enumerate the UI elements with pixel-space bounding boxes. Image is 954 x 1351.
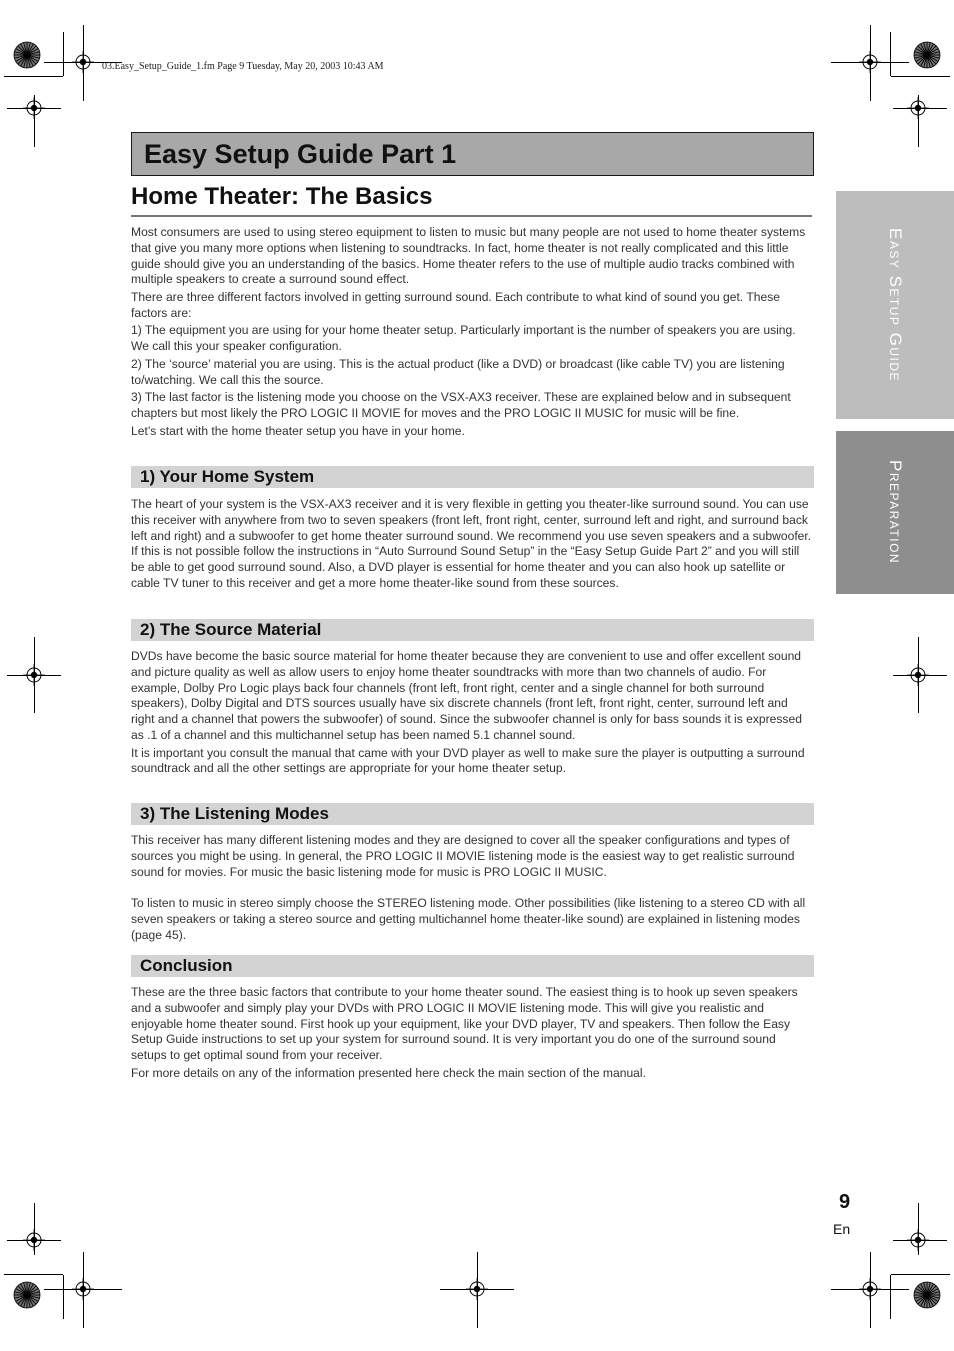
- intro-paragraph: Most consumers are used to using stereo equipment to listen to music but many people are not used to home theater systems that give you many more options when listening to soundtracks. In fact, home theater is not really complicated and this little guide should give you an understanding of the basics. Home theater refers to the use of multiple audio tracks combined with multiple speakers to create a surround sound effect.: [131, 225, 806, 287]
- crop-line: [890, 1275, 891, 1319]
- intro-text: [131, 225, 812, 441]
- crop-line: [893, 1240, 947, 1241]
- crop-line: [893, 675, 947, 676]
- crop-line: [918, 1203, 919, 1255]
- starburst-mark-icon: [13, 41, 41, 69]
- intro-paragraph: 1) The equipment you are using for your home theater setup. Particularly important is the number of speakers you are using. We call this your speaker configuration.: [131, 323, 796, 354]
- crop-line: [891, 1274, 950, 1275]
- section-heading-source-material: [131, 619, 814, 641]
- crop-line: [34, 637, 35, 713]
- intro-paragraph: There are three different factors involved in getting surround sound. Each contribute to what kind of sound you get. These factors are:: [131, 289, 780, 320]
- section-paragraph: DVDs have become the basic source material for home theater because they are convenient to use and offer excellent sound and picture quality as well as allow users to enjoy home theater soundtracks with more than two channels of audio. For example, Dolby Pro Logic plays back four channels (front left, front right, center and a single channel for both surround speakers), Dolby Digital and DTS sources usually have six discrete channels (front left, front right, center, surround left and right and a channel that powers the subwoofer) of sound. Since the subwoofer channel is only for bass sounds it is expressed as .1 of a channel and this multichannel setup has been named 5.1 channel sound.: [131, 649, 802, 742]
- section-heading-listening-modes: [131, 803, 814, 825]
- crop-line: [893, 108, 947, 109]
- side-tab-easy-setup-guide: [836, 191, 954, 419]
- section-heading-text: Conclusion: [140, 956, 233, 975]
- section-body-conclusion: [131, 985, 812, 1083]
- section-body-source-material: [131, 649, 812, 779]
- side-tab-label: Preparation: [886, 460, 905, 565]
- crop-line: [4, 1274, 63, 1275]
- section-title: Home Theater: The Basics: [131, 183, 812, 217]
- section-paragraph: To listen to music in stereo simply choose the STEREO listening mode. Other possibilities (like listening to a stereo CD with all seven speakers or taking a stereo source and getting multichannel home theater-like sound) are explained in listening modes (page 45).: [131, 896, 806, 942]
- crop-line: [918, 95, 919, 147]
- file-header: 03.Easy_Setup_Guide_1.fm Page 9 Tuesday, May 20, 2003 10:43 AM: [102, 61, 384, 72]
- starburst-mark-icon: [913, 1281, 941, 1309]
- crop-line: [891, 76, 950, 77]
- crop-line: [34, 95, 35, 147]
- intro-paragraph: Let’s start with the home theater setup you have in your home.: [131, 423, 465, 438]
- language-code: En: [833, 1221, 851, 1237]
- side-tab-label: Easy Setup Guide: [886, 227, 905, 383]
- section-heading-conclusion: [131, 955, 814, 977]
- section-paragraph: It is important you consult the manual that came with your DVD player as well to make sure the player is outputting a surround soundtrack and all the other settings are appropriate for your home theater setup.: [131, 745, 805, 776]
- section-body-listening-modes: [131, 833, 812, 946]
- starburst-mark-icon: [913, 41, 941, 69]
- crop-line: [7, 108, 61, 109]
- crop-line: [477, 1252, 478, 1328]
- crop-line: [870, 1252, 871, 1328]
- crop-line: [4, 76, 63, 77]
- section-paragraph: The heart of your system is the VSX-AX3 receiver and it is very flexible in getting you theater-like surround sound. You can use this receiver with anywhere from two to seven speakers (front left, front right, center, surround left and right, and surround back left and right) and a subwoofer to get home theater surround sound. We recommend you use seven speakers and a subwoofer. If this is not possible follow the instructions in “Auto Surround Sound Setup” in the “Easy Setup Guide Part 2” and you will still be able to get good surround sound. Also, a DVD player is essential for home theater and you can also hook up satellite or cable TV tuner to this receiver and get a more home theater-like sound from these sources.: [131, 497, 812, 590]
- part-title-banner: [131, 132, 814, 176]
- intro-paragraph: 2) The ‘source’ material you are using. This is the actual product (like a DVD) or broadcast (like cable TV) you are listening to/watching. We call this the source.: [131, 356, 785, 387]
- section-heading-text: 3) The Listening Modes: [140, 804, 329, 823]
- side-tab-preparation: [836, 431, 954, 594]
- section-heading-text: 2) The Source Material: [140, 620, 322, 639]
- crop-line: [83, 1252, 84, 1328]
- section-paragraph: For more details on any of the information presented here check the main section of the manual.: [131, 1065, 646, 1080]
- crop-line: [890, 32, 891, 76]
- section-body-your-home-system: [131, 497, 812, 594]
- section-heading-your-home-system: [131, 466, 814, 488]
- starburst-mark-icon: [13, 1281, 41, 1309]
- section-heading-text: 1) Your Home System: [140, 467, 315, 486]
- part-title: Easy Setup Guide Part 1: [144, 139, 457, 169]
- crop-line: [870, 25, 871, 101]
- crop-line: [83, 25, 84, 101]
- section-paragraph: This receiver has many different listening modes and they are designed to cover all the speaker configurations and types of sources you might be using. In general, the PRO LOGIC II MOVIE listening mode is the easiest way to get realistic surround sound for movies. For music the basic listening mode for music is PRO LOGIC II MUSIC.: [131, 833, 795, 879]
- crop-line: [34, 1203, 35, 1255]
- page-number: 9: [839, 1191, 851, 1213]
- intro-paragraph: 3) The last factor is the listening mode you choose on the VSX-AX3 receiver. These are explained below and in subsequent chapters but most likely the PRO LOGIC II MOVIE for moves and the PRO LOGIC II MUSIC for music will be fine.: [131, 390, 791, 420]
- crop-line: [918, 637, 919, 713]
- crop-line: [63, 1275, 64, 1319]
- crop-line: [7, 1240, 61, 1241]
- crop-line: [63, 32, 64, 76]
- section-paragraph: These are the three basic factors that contribute to your home theater sound. The easiest thing is to hook up seven speakers and a subwoofer and simply play your DVDs with PRO LOGIC II MOVIE listening mode. This will give you realistic and enjoyable home theater sound. First hook up your equipment, like your DVD player, TV and speakers. Then follow the Easy Setup Guide instructions to set up your system for surround sound. It is very important you do one of the surround sound setups to get optimal sound from your receiver.: [131, 985, 798, 1063]
